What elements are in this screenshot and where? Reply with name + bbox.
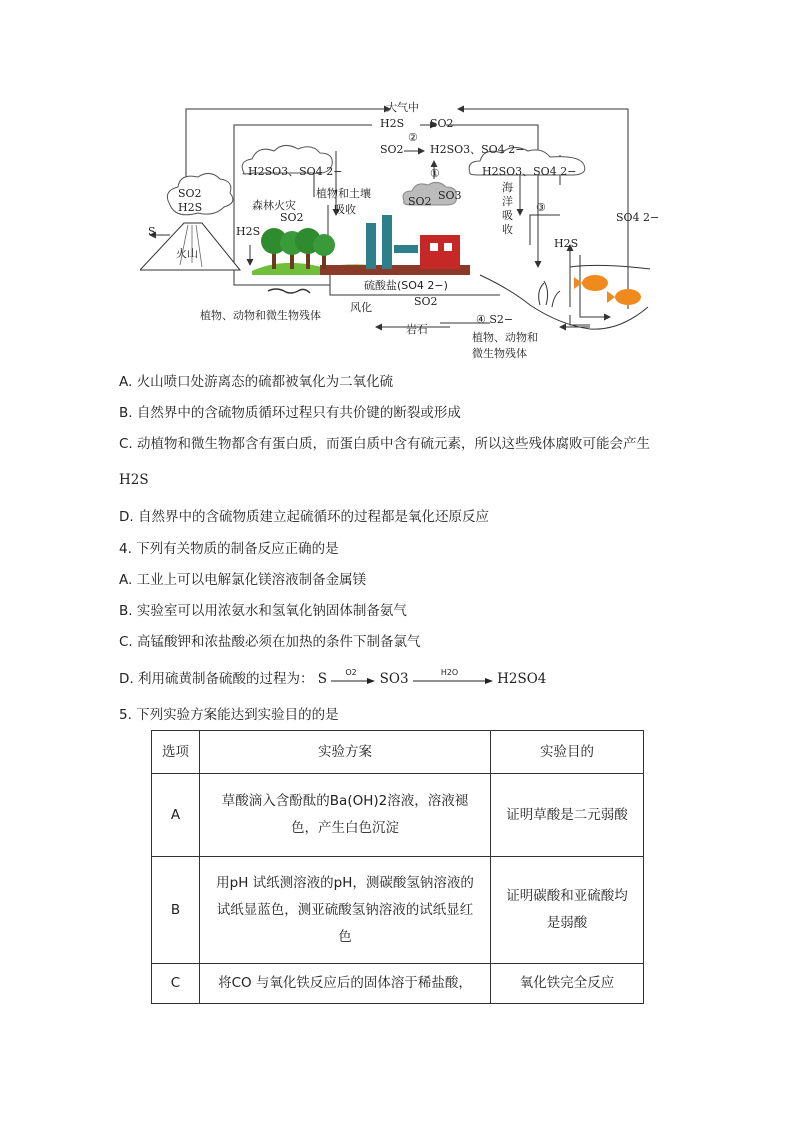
row-purpose bbox=[491, 964, 644, 1004]
arrow-icon bbox=[331, 678, 375, 688]
label-so4-right: SO4 2− bbox=[616, 211, 660, 224]
label-step2: ② bbox=[408, 131, 418, 144]
plan-line: 用pH 试纸测溶液的pH，测碳酸氢钠溶液的 bbox=[216, 874, 474, 891]
plan-line: 色，产生白色沉淀 bbox=[291, 820, 399, 836]
q3-option-c-formula: H2S bbox=[119, 472, 149, 488]
header-plan: 实验方案 bbox=[200, 731, 491, 774]
q3-option-b: B. 自然界中的含硫物质循环过程只有共价键的断裂或形成 bbox=[119, 405, 461, 421]
row-plan bbox=[200, 857, 491, 964]
label-residue-right-2: 微生物残体 bbox=[472, 347, 527, 360]
reaction-arrow-o2 bbox=[331, 668, 375, 686]
purpose-line: 证明碳酸和亚硫酸均 bbox=[506, 888, 628, 904]
plan-line: 色 bbox=[338, 928, 352, 945]
label-volcano-s: S bbox=[148, 225, 156, 238]
fish bbox=[574, 275, 641, 305]
label-sulfate: 硫酸盐(SO4 2−) bbox=[364, 279, 448, 292]
label-h2s-top: H2S bbox=[380, 117, 405, 130]
q3-option-d: D. 自然界中的含硫物质建立起硫循环的过程都是氧化还原反应 bbox=[119, 509, 489, 525]
experiment-table bbox=[151, 730, 644, 1004]
reaction-arrow-h2o bbox=[413, 668, 493, 686]
arrow-icon bbox=[413, 678, 493, 688]
table-row bbox=[152, 774, 644, 857]
label-plant-soil: 植物和土壤 bbox=[316, 187, 371, 200]
label-residue-right-1: 植物、动物和 bbox=[472, 331, 538, 344]
q3-option-a: A. 火山喷口处游离态的硫都被氧化为二氧化硫 bbox=[119, 374, 394, 390]
label-h2s-right: H2S bbox=[554, 237, 579, 250]
row-option: C bbox=[152, 964, 200, 1004]
row-plan bbox=[200, 964, 491, 1004]
q4-d-h2so4: H2SO4 bbox=[497, 671, 547, 687]
header-purpose: 实验目的 bbox=[491, 731, 644, 774]
row-purpose bbox=[491, 774, 644, 857]
label-factory-so2: SO2 bbox=[408, 195, 432, 208]
label-so2-top: SO2 bbox=[430, 117, 454, 130]
label-ocean-3: 吸 bbox=[502, 209, 513, 222]
seaweed bbox=[539, 281, 560, 307]
label-so2-mid: SO2 bbox=[380, 143, 404, 156]
purpose-line: 是弱酸 bbox=[546, 915, 588, 931]
label-cloud-left: H2SO3、SO4 2− bbox=[248, 165, 343, 178]
label-ocean-2: 洋 bbox=[502, 195, 513, 208]
q4-option-d bbox=[119, 670, 546, 688]
row-option: A bbox=[152, 774, 200, 857]
arrow-label-o2: O2 bbox=[345, 668, 357, 677]
label-step4: ④ S2− bbox=[476, 313, 514, 326]
label-so2-bottom: SO2 bbox=[414, 295, 438, 308]
q4-d-prefix: D. 利用硫黄制备硫酸的过程为： bbox=[119, 671, 314, 687]
label-volcano-so2: SO2 bbox=[178, 187, 202, 200]
row-option: B bbox=[152, 857, 200, 964]
header-option: 选项 bbox=[152, 731, 200, 774]
purpose-line: 氧化铁完全反应 bbox=[519, 975, 615, 991]
label-h2s-left: H2S bbox=[236, 225, 261, 238]
q4-option-c: C. 高锰酸钾和浓盐酸必须在加热的条件下制备氯气 bbox=[119, 634, 421, 650]
label-forest-fire: 森林火灾 bbox=[252, 199, 296, 212]
forest-trees bbox=[261, 228, 335, 269]
label-cloud-right: H2SO3、SO4 2− bbox=[482, 165, 577, 178]
q4-option-b: B. 实验室可以用浓氨水和氢氧化钠固体制备氨气 bbox=[119, 603, 407, 619]
label-step1: ① bbox=[430, 167, 440, 180]
row-purpose bbox=[491, 857, 644, 964]
table-row bbox=[152, 857, 644, 964]
sulfur-cycle-diagram bbox=[140, 95, 660, 365]
label-forest-so2: SO2 bbox=[280, 211, 304, 224]
table-header-row bbox=[152, 731, 644, 774]
q4-stem: 4. 下列有关物质的制备反应正确的是 bbox=[119, 541, 339, 557]
plan-line: 草酸滴入含酚酞的Ba(OH)2溶液，溶液褪 bbox=[221, 793, 469, 809]
label-step3: ③ bbox=[536, 201, 546, 214]
plan-line: 将CO 与氧化铁反应后的固体溶于稀盐酸， bbox=[218, 975, 472, 991]
cycle-arrows bbox=[186, 109, 628, 327]
label-absorb: 吸收 bbox=[334, 203, 356, 216]
label-volcano-h2s: H2S bbox=[178, 201, 203, 214]
purpose-line: 证明草酸是二元弱酸 bbox=[506, 806, 628, 823]
label-rock: 岩石 bbox=[406, 323, 428, 336]
q4-d-s: S bbox=[317, 671, 328, 687]
label-h2so3-mid: H2SO3、SO4 2− bbox=[430, 143, 525, 156]
label-residue-left: 植物、动物和微生物残体 bbox=[200, 309, 321, 322]
q4-d-so3: SO3 bbox=[379, 671, 409, 687]
label-factory-so3: SO3 bbox=[438, 189, 462, 202]
row-plan bbox=[200, 774, 491, 857]
label-atmosphere: 大气中 bbox=[386, 101, 419, 114]
arrow-label-h2o: H2O bbox=[440, 668, 459, 677]
q3-option-c: C. 动植物和微生物都含有蛋白质，而蛋白质中含有硫元素，所以这些残体腐败可能会产生 bbox=[119, 436, 651, 452]
plan-line: 试纸显蓝色，测亚硫酸氢钠溶液的试纸显红 bbox=[216, 901, 474, 918]
label-ocean-1: 海 bbox=[502, 181, 513, 194]
q5-stem: 5. 下列实验方案能达到实验目的的是 bbox=[119, 707, 339, 723]
label-volcano: 火山 bbox=[176, 247, 198, 260]
label-ocean-4: 收 bbox=[502, 223, 513, 236]
q4-option-a: A. 工业上可以电解氯化镁溶液制备金属镁 bbox=[119, 572, 367, 588]
table-row bbox=[152, 964, 644, 1004]
residue-icon bbox=[268, 289, 310, 293]
label-weathering: 风化 bbox=[350, 301, 372, 314]
